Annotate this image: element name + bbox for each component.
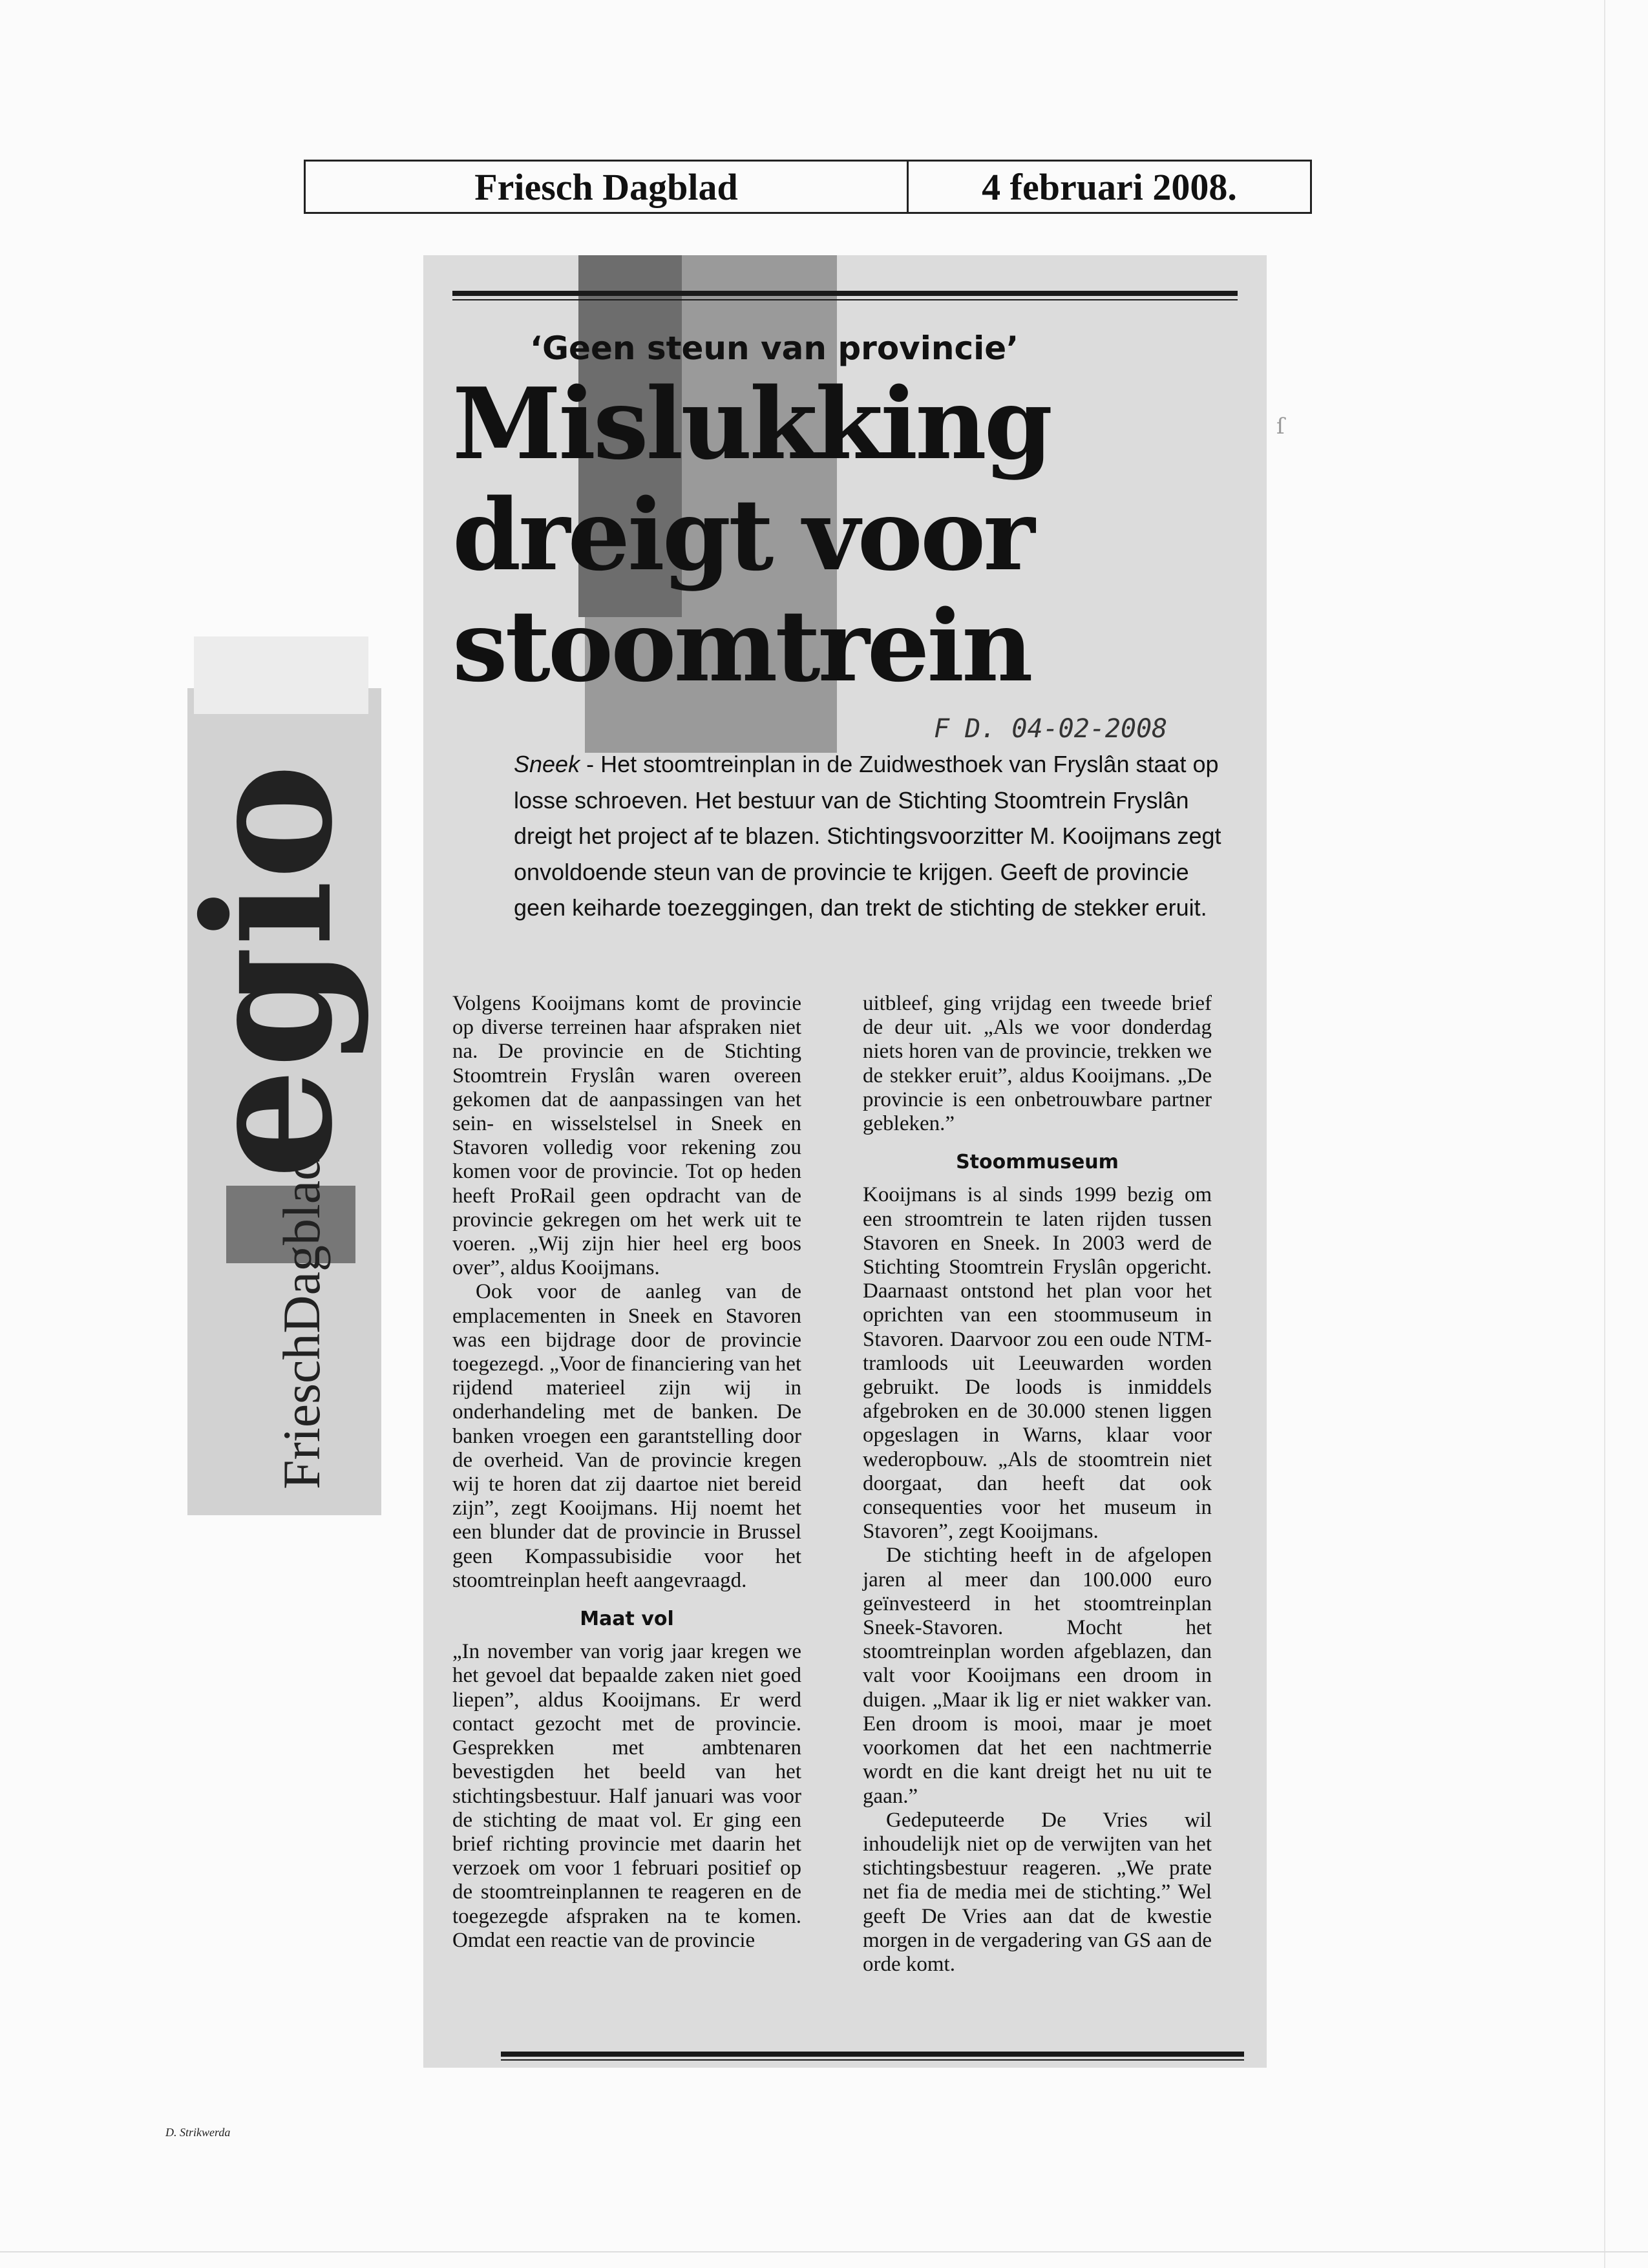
bottom-rule [501, 2052, 1244, 2057]
paragraph: Gedeputeerde De Vries wil inhoudelijk niet op de verwijten van het stichtingsbestuur reageren. „We prate net fia de media mei de stichting.” Wel geeft De Vries aan dat de kwestie morgen in de vergadering van GS aan de orde komt. [863, 1808, 1212, 1976]
bottom-rule-thin [501, 2059, 1244, 2061]
source-header [304, 160, 1312, 214]
section-paper-name: FrieschDagblad [272, 1153, 331, 1489]
subheading: Stoommuseum [956, 1151, 1119, 1174]
section-label-rotated [165, 688, 381, 1515]
article-column-left [452, 992, 801, 1953]
paragraph: De stichting heeft in de afgelopen jaren al meer dan 100.000 euro geïnvesteerd in het stoomtreinplan Sneek-Stavoren. Mocht het stoomtreinplan worden afgeblazen, dan valt voor Kooijmans een droom in duigen. „Maar ik lig er niet wakker van. Een droom is mooi, maar je moet voorkomen dat het een nachtmerrie wordt en die kant dreigt het nu uit te gaan.” [863, 1544, 1212, 1808]
article-column-right [863, 992, 1212, 1977]
top-rule-thin [452, 299, 1238, 300]
article-intro [514, 746, 1238, 926]
headline-line: Mislukking [452, 366, 1050, 481]
subheading: Maat vol [580, 1608, 674, 1631]
paragraph: Kooijmans is al sinds 1999 bezig om een stroomtrein te laten rijden tussen Stavoren en Sneek. In 2003 werd de Stichting Stoomtrein Fryslân opgericht. Daarnaast ontstond het plan voor het oprichten van een stoommuseum in Stavoren. Daarvoor zou een oude NTM-tramloods uit Leeuwarden worden gebruikt. De loods is inmiddels afgebroken en de 30.000 stenen liggen opgeslagen in Warns, klaar voor wederopbouw. „Als de stoomtrein niet doorgaat, dan heeft dat ook consequenties voor het museum in Stavoren”, zegt Kooijmans. [863, 1183, 1212, 1544]
article-headline [452, 368, 1228, 702]
handwritten-date-note: F D. 04-02-2008 [934, 714, 1168, 744]
paragraph: „In november van vorig jaar kregen we het gevoel dat bepaalde zaken niet goed liepen”, aldus Kooijmans. Er werd contact gezocht met de provincie. Gesprekken met ambtenaren bevestigden het beeld van het stichtingsbestuur. Half januari was voor de stichting de maat vol. Er ging een brief richting provincie met daarin het verzoek om voor 1 februari positief op de stoomtreinplannen te reageren en de toegezegde afspraken na te komen. Omdat een reactie van de provincie [452, 1640, 801, 1952]
section-clipping [165, 688, 381, 1515]
paragraph: Volgens Kooijmans komt de provincie op diverse terreinen haar afspraken niet na. De provincie en de Stichting Stoomtrein Fryslân waren overeen gekomen dat de aanpassingen van het sein- en wisselstelsel in Sneek en Stavoren volledig voor rekening zou komen voor de provincie. Tot op heden heeft ProRail geen opdracht van de provincie gekregen om het werk uit te voeren. „Wij zijn hier heel erg boos over”, aldus Kooijmans. [452, 992, 801, 1280]
intro-text: - Het stoomtreinplan in de Zuidwesthoek van Fryslân staat op losse schroeven. Het bestuur van de Stichting Stoomtrein Fryslân dreigt het project af te blazen. Stichtingsvoorzitter M. Kooijmans zegt onvoldoende steun van de provincie te krijgen. Geeft de provincie geen keiharde toezeggingen, dan trekt de stichting de stekker eruit. [514, 751, 1221, 921]
newspaper-name: Friesch Dagblad [306, 162, 909, 212]
publication-date: 4 februari 2008. [982, 165, 1237, 208]
top-rule [452, 291, 1238, 296]
headline-line: dreigt voor [452, 477, 1033, 593]
headline-line: stoomtrein [452, 588, 1031, 704]
paragraph: uitbleef, ging vrijdag een tweede brief de deur uit. „Als we voor donderdag niets horen van de provincie, trekken we de stekker eruit”, aldus Kooijmans. „De provincie is een onbetrouwbare partner gebleken.” [863, 992, 1212, 1136]
article-clipping [423, 255, 1267, 2068]
margin-mark: ſ [1276, 414, 1285, 439]
page-edge [0, 2251, 1648, 2252]
article-kicker: ‘Geen steun van provincie’ [530, 330, 1019, 367]
paragraph: Ook voor de aanleg van de emplacementen in Sneek en Stavoren was een bijdrage door de provincie toegezegd. „Voor de financiering van het rijdend materieel zijn wij in onderhandeling met de banken. De banken vroegen een garantstelling door de overheid. Van de provincie kregen wij te horen dat zij daartoe niet bereid zijn”, zegt Kooijmans. Hij noemt het een blunder dat de provincie in Brussel geen Kompassubisidie voor het stoomtreinplan heeft aangevraagd. [452, 1280, 802, 1592]
footer-credit: D. Strikwerda [165, 2126, 231, 2139]
intro-dateline: Sneek [514, 751, 580, 777]
page-edge [1604, 0, 1605, 2268]
section-name: egio [165, 763, 371, 1179]
